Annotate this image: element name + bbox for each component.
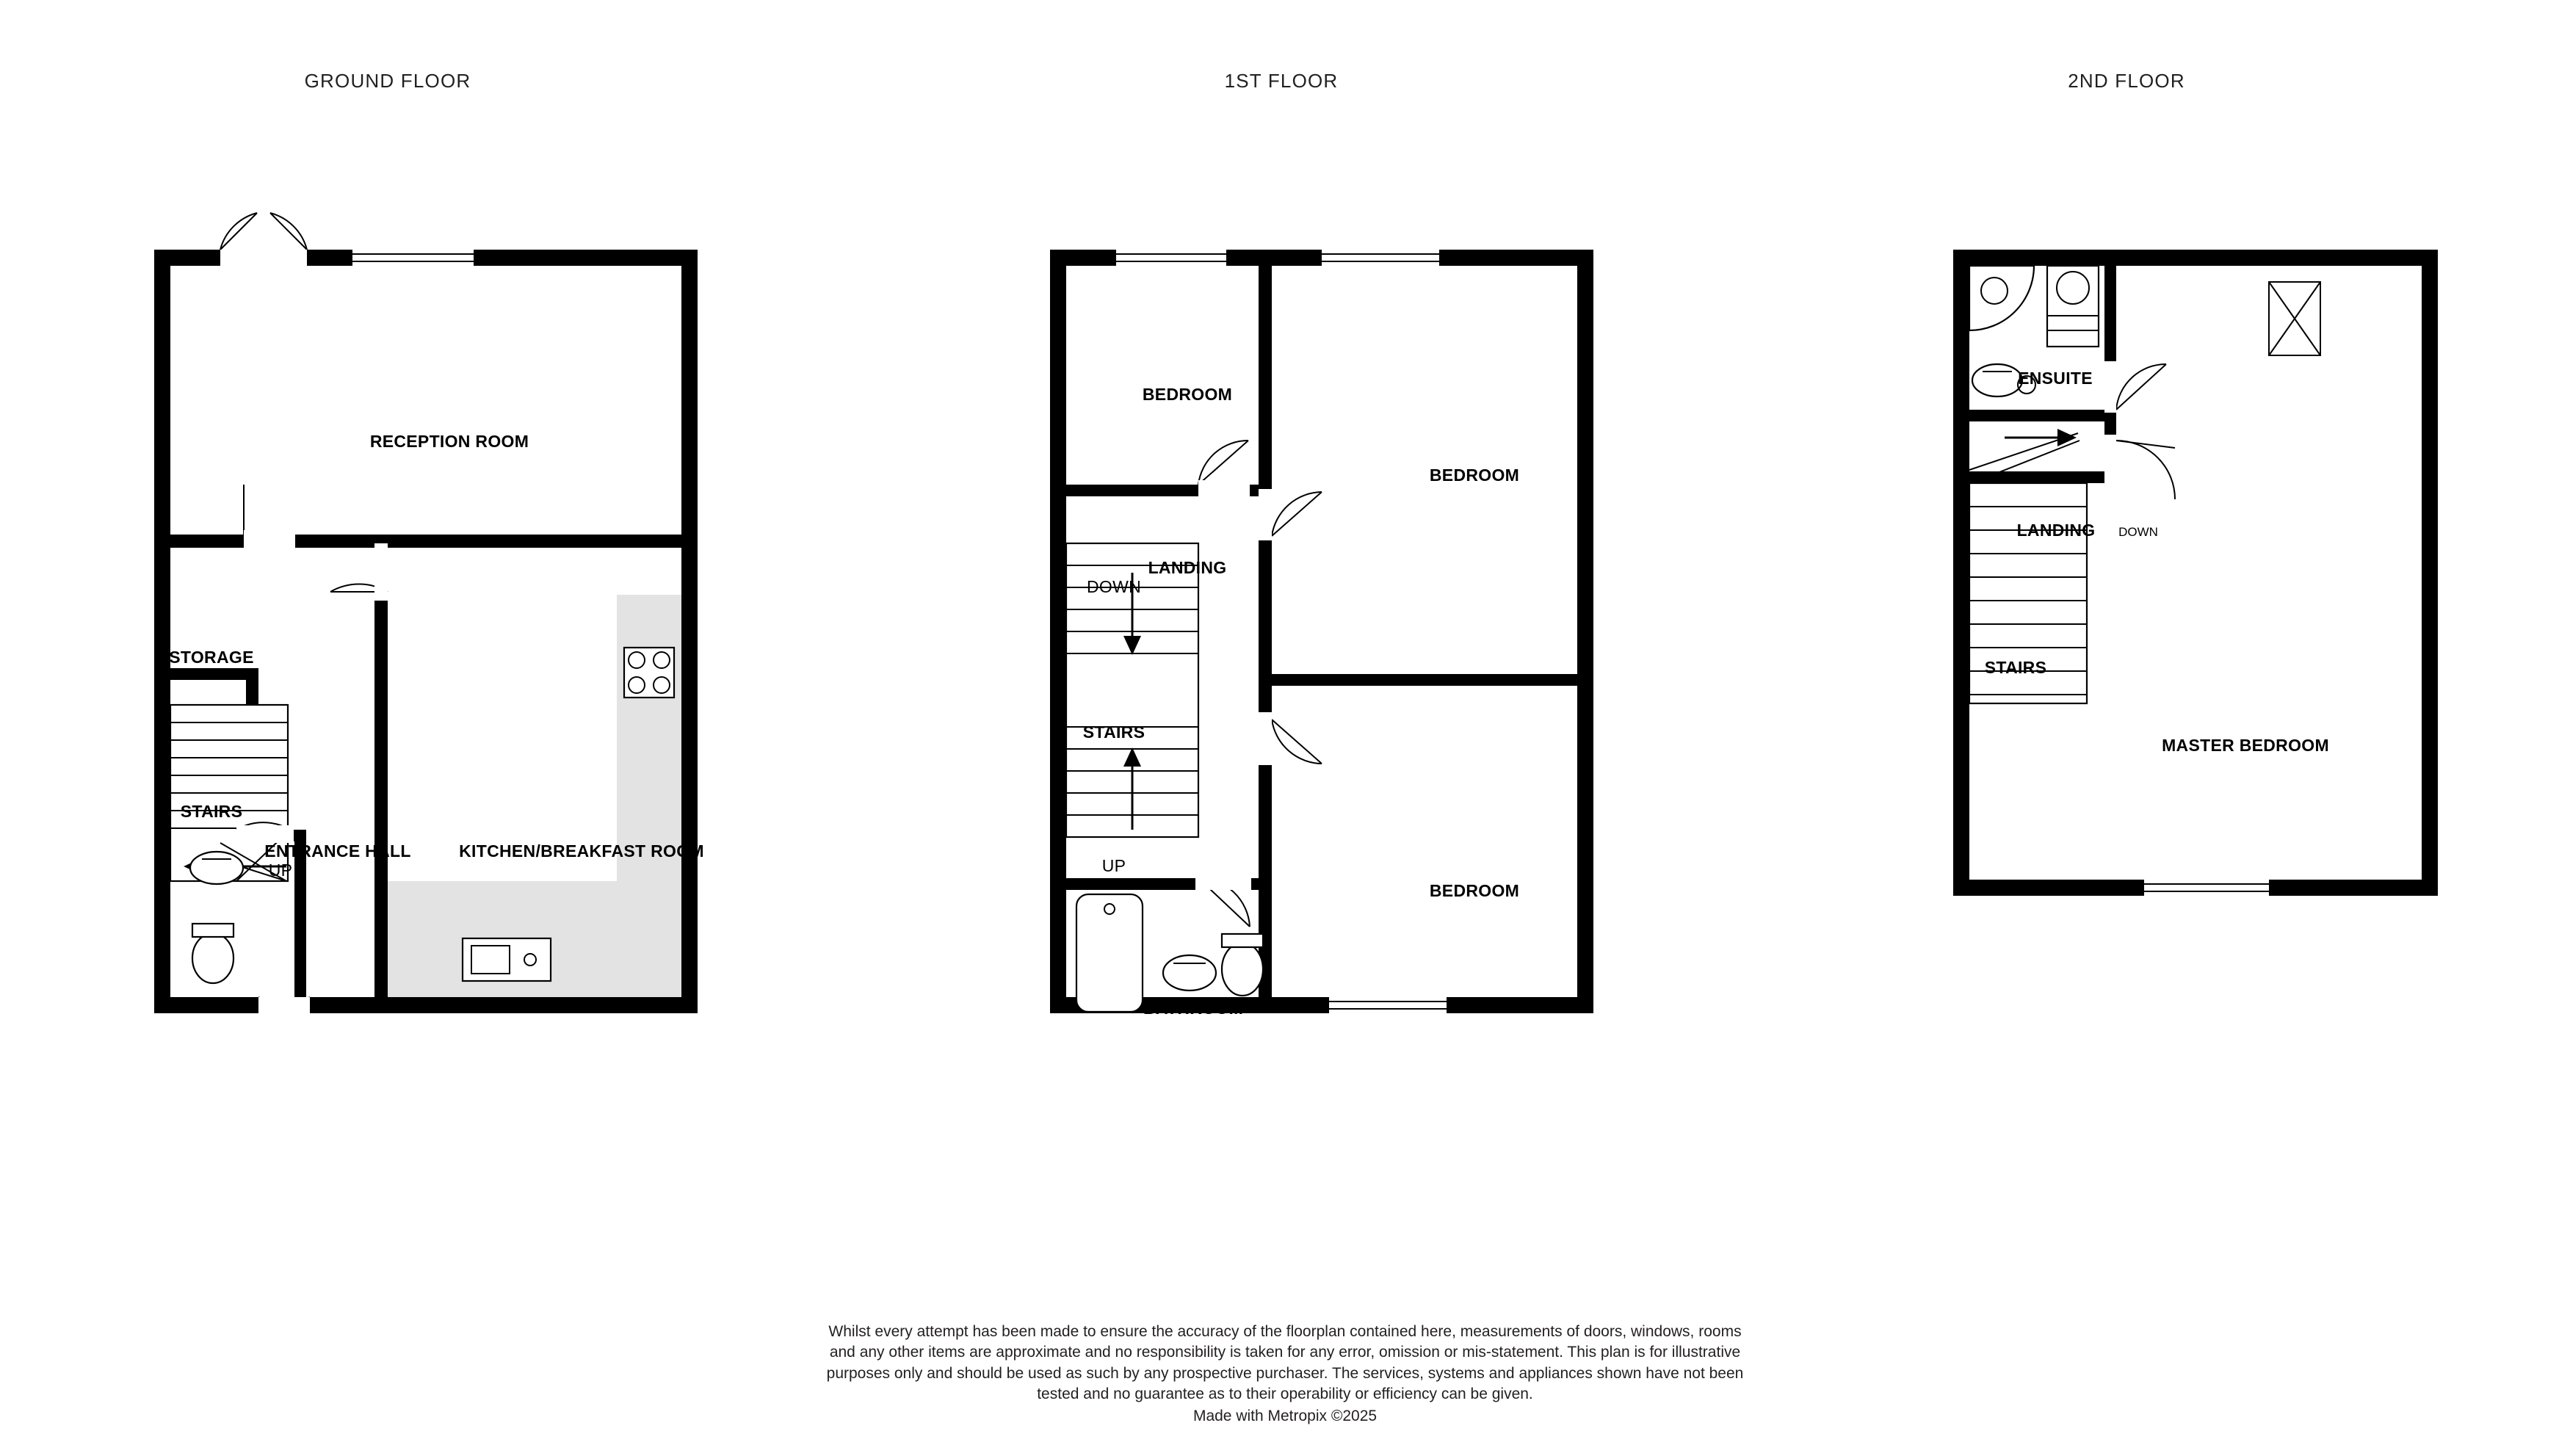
second-floor-plan bbox=[1924, 220, 2482, 955]
room-label-reception-room: RECEPTION ROOM bbox=[369, 432, 529, 451]
disclaimer-text: Whilst every attempt has been made to ensure the accuracy of the floorplan contained here, measurements of doors, windows, rooms and any other items are approximate and no responsibility is taken for any error, omission or mis-statement. This plan is for illustrative purposes only and should be used as such by any prospective purchaser. The services, systems and appliances shown have not been tested and no guarantee as to their operability or efficiency can be given. bbox=[826, 1323, 1744, 1403]
room-label-bedroom-right-lower: BEDROOM bbox=[1429, 881, 1520, 900]
stair-direction-down-second: DOWN bbox=[2118, 525, 2158, 539]
room-label-master-bedroom: MASTER BEDROOM bbox=[2162, 736, 2329, 755]
room-label-landing-first: LANDING bbox=[1148, 558, 1227, 577]
room-label-stairs-ground: STAIRS bbox=[180, 802, 243, 821]
room-label-storage: STORAGE bbox=[169, 648, 254, 667]
room-label-kitchen-breakfast-room: KITCHEN/BREAKFAST ROOM bbox=[459, 841, 704, 861]
disclaimer bbox=[826, 1322, 1744, 1427]
room-label-bedroom-front: BEDROOM bbox=[1142, 385, 1233, 404]
room-label-landing-second: LANDING bbox=[2016, 521, 2096, 540]
room-label-entrance-hall: ENTRANCE HALL bbox=[264, 841, 411, 861]
room-label-stairs-first: STAIRS bbox=[1082, 722, 1145, 742]
wc-fixtures bbox=[190, 852, 243, 983]
room-label-ensuite: ENSUITE bbox=[2018, 369, 2093, 388]
room-label-bathroom: BATHROOM bbox=[1143, 999, 1244, 1018]
floor-title-second: 2ND FLOOR bbox=[2068, 70, 2185, 92]
stair-direction-down-first: DOWN bbox=[1086, 577, 1142, 596]
room-label-stairs-second: STAIRS bbox=[1984, 658, 2047, 677]
floor-title-first: 1ST FLOOR bbox=[1224, 70, 1339, 92]
floor-title-ground: GROUND FLOOR bbox=[304, 70, 471, 92]
disclaimer-credit: Made with Metropix ©2025 bbox=[1192, 1408, 1378, 1425]
roof-light bbox=[2269, 282, 2320, 355]
first-floor-plan bbox=[1006, 198, 1667, 1116]
stair-direction-up-ground: UP bbox=[268, 861, 293, 880]
stair-direction-up-first: UP bbox=[1101, 856, 1126, 875]
room-label-bedroom-right-upper: BEDROOM bbox=[1429, 466, 1520, 485]
